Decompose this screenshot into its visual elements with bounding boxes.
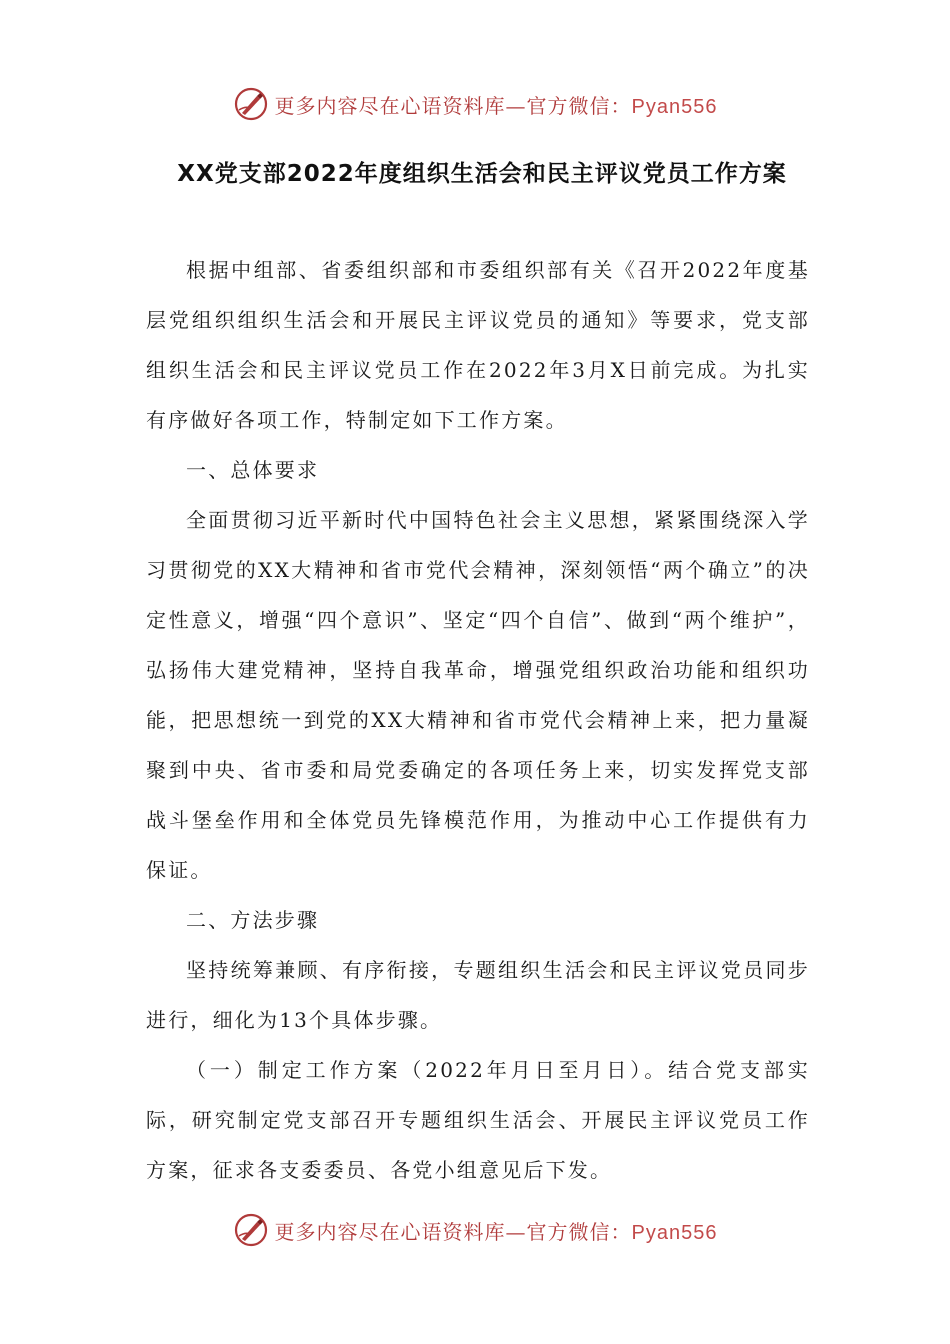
document-body — [146, 245, 810, 1195]
document-title: XX党支部2022年度组织生活会和民主评议党员工作方案 — [177, 161, 787, 187]
section-heading-2: 二、方法步骤 — [186, 908, 320, 932]
paragraph-intro: 根据中组部、省委组织部和市委组织部有关《召开2022年度基层党组织组织生活会和开展民主评议党员的通知》等要求，党支部组织生活会和民主评议党员工作在2022年3月X日前完成。为扎实有序做好各项工作，特制定如下工作方案。 — [146, 258, 810, 432]
section-heading-1: 一、总体要求 — [186, 458, 320, 482]
header-banner — [0, 84, 950, 124]
banner-text: 更多内容尽在心语资料库—官方微信：Pyan556 — [274, 93, 718, 118]
paragraph-step-1: （一）制定工作方案（2022年月日至月日）。结合党支部实际，研究制定党支部召开专题组织生活会、开展民主评议党员工作方案，征求各支委委员、各党小组意见后下发。 — [146, 1058, 810, 1182]
pen-logo-icon — [233, 86, 269, 122]
footer-banner — [0, 1210, 950, 1250]
banner-wechat-id: Pyan556 — [631, 1221, 718, 1244]
paragraph-methods: 坚持统筹兼顾、有序衔接，专题组织生活会和民主评议党员同步进行，细化为13个具体步骤。 — [146, 958, 810, 1032]
banner-wechat-id: Pyan556 — [631, 95, 718, 118]
paragraph-general-requirements: 全面贯彻习近平新时代中国特色社会主义思想，紧紧围绕深入学习贯彻党的XX大精神和省市党代会精神，深刻领悟“两个确立”的决定性意义，增强“四个意识”、坚定“四个自信”、做到“两个维护”，弘扬伟大建党精神，坚持自我革命，增强党组织政治功能和组织功能，把思想统一到党的XX大精神和省市党代会精神上来，把力量凝聚到中央、省市委和局党委确定的各项任务上来，切实发挥党支部战斗堡垒作用和全体党员先锋模范作用，为推动中心工作提供有力保证。 — [146, 508, 810, 882]
banner-text: 更多内容尽在心语资料库—官方微信：Pyan556 — [274, 1219, 718, 1244]
pen-logo-icon — [233, 1212, 269, 1248]
